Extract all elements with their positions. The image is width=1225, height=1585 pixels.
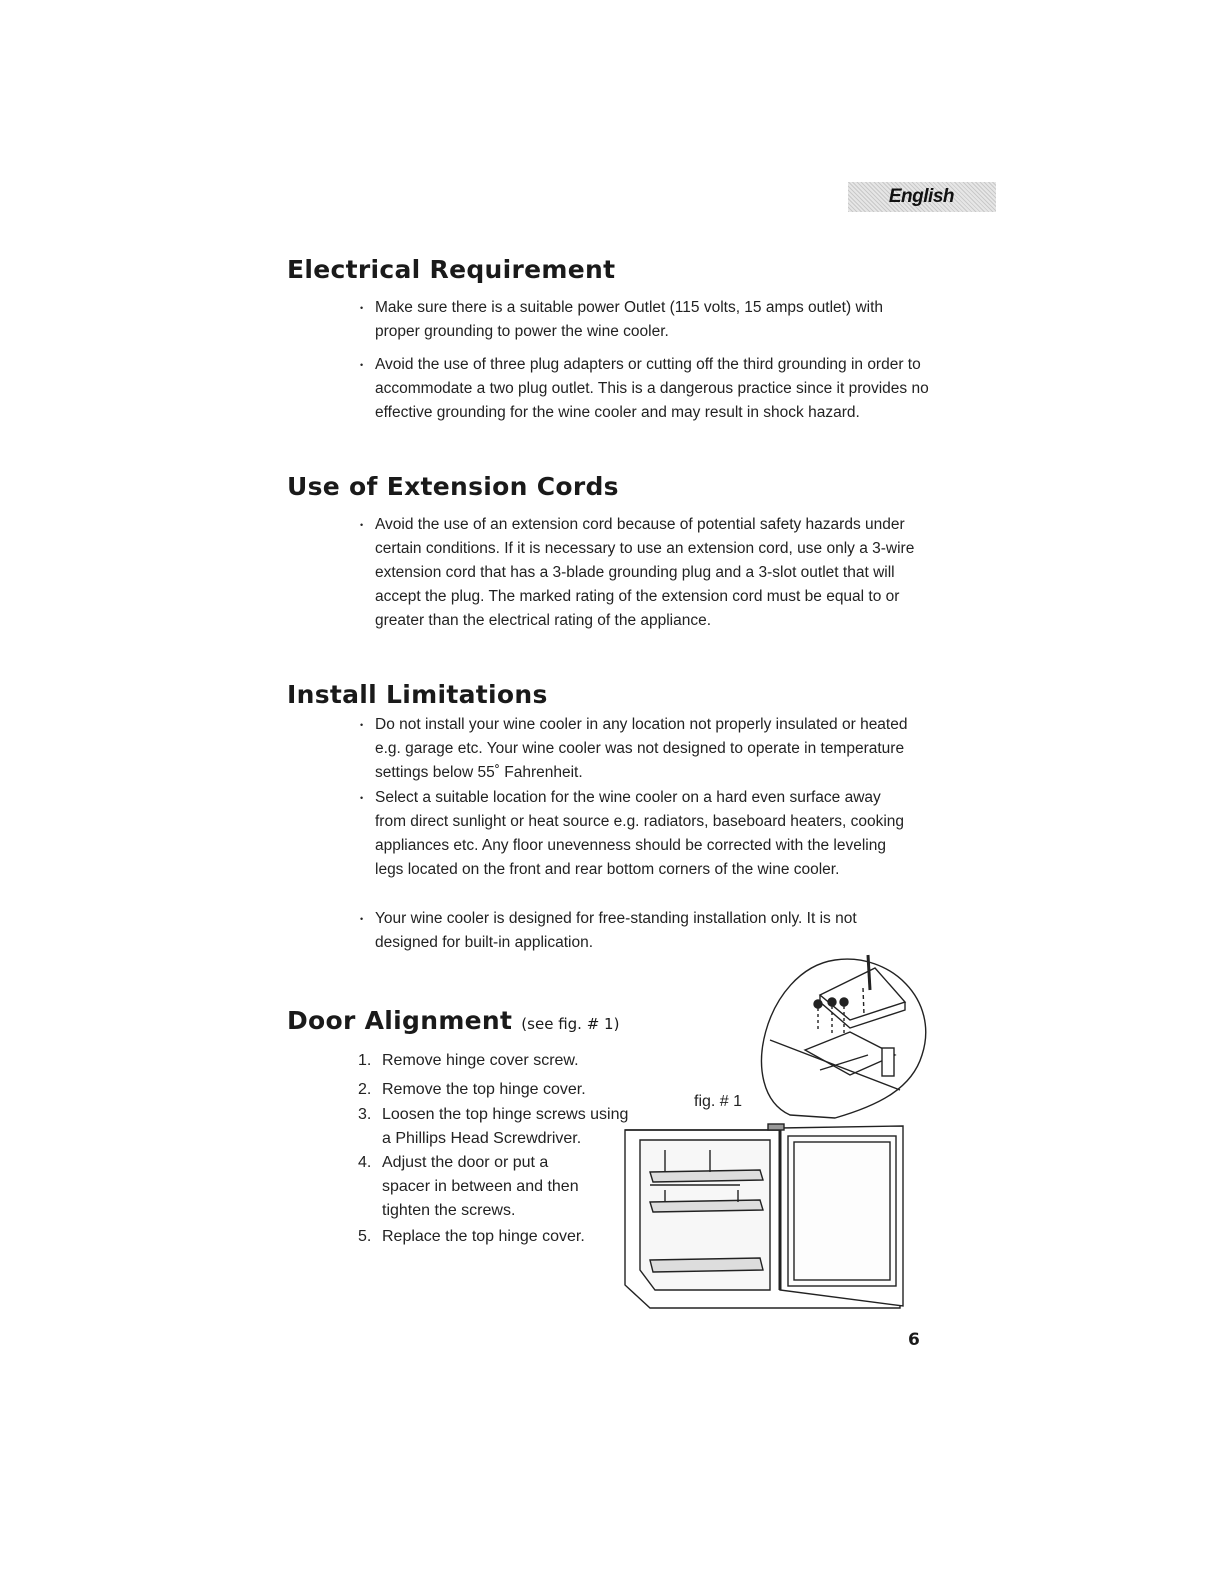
bullet-install-1: • Do not install your wine cooler in any location not properly insulated or heated e.g. garage etc. Your wine cooler was not designed to operate in temperature settings below 55˚ Fahrenheit. <box>375 713 930 785</box>
step-number: 5. <box>358 1228 372 1245</box>
step-3 <box>358 1103 658 1151</box>
door-alignment-title: Door Alignment <box>287 1006 513 1035</box>
bullet-install-3: • Your wine cooler is designed for free-standing installation only. It is not designed for built-in application. <box>375 907 920 955</box>
bullet-install-2: • Select a suitable location for the wine cooler on a hard even surface away from direct sunlight or heat source e.g. radiators, baseboard heaters, cooking appliances etc. Any floor unevenness should be corrected with the leveling legs located on the front and rear bottom corners of the wine cooler. <box>375 786 915 882</box>
bullet-electrical-2: • Avoid the use of three plug adapters or cutting off the third grounding in order to accommodate a two plug outlet. This is a dangerous practice since it provides no effective grounding for the wine cooler and may result in shock hazard. <box>375 353 931 425</box>
step-text: Replace the top hinge cover. <box>382 1228 585 1245</box>
step-text: Loosen the top hinge screws using <box>382 1106 629 1123</box>
step-2 <box>358 1078 586 1102</box>
step-number: 2. <box>358 1081 372 1098</box>
step-number: 3. <box>358 1106 372 1123</box>
step-number: 4. <box>358 1154 372 1171</box>
step-4 <box>358 1151 623 1223</box>
heading-door-alignment <box>287 1006 619 1035</box>
cabinet <box>625 1124 903 1308</box>
bullet-electrical-1: • Make sure there is a suitable power Outlet (115 volts, 15 amps outlet) with proper grounding to power the wine cooler. <box>375 296 920 344</box>
step-text: Remove hinge cover screw. <box>382 1052 579 1069</box>
step-number: 1. <box>358 1052 372 1069</box>
heading-install-limitations: Install Limitations <box>287 680 548 709</box>
door <box>780 1126 903 1306</box>
step-text: Remove the top hinge cover. <box>382 1081 586 1098</box>
step-text-cont: spacer in between and then tighten the screws. <box>382 1178 579 1219</box>
language-tab <box>848 182 996 212</box>
step-text-cont: a Phillips Head Screwdriver. <box>382 1130 582 1147</box>
bullet-extension-1: • Avoid the use of an extension cord because of potential safety hazards under certain conditions. If it is necessary to use an extension cord, use only a 3-wire extension cord that has a 3-blade grounding plug and a 3-slot outlet that will accept the plug. The marked rating of the extension cord must be equal to or greater than the electrical rating of the appliance. <box>375 513 927 633</box>
step-5 <box>358 1225 585 1249</box>
hinge-detail-callout <box>762 955 926 1118</box>
figure-label: fig. # 1 <box>694 1093 743 1110</box>
step-text: Adjust the door or put a <box>382 1154 549 1171</box>
step-1 <box>358 1049 579 1073</box>
heading-electrical: Electrical Requirement <box>287 255 616 284</box>
door-alignment-note: (see fig. # 1) <box>521 1015 620 1033</box>
heading-extension-cords: Use of Extension Cords <box>287 472 619 501</box>
wine-cooler-figure <box>620 940 940 1320</box>
language-label: English <box>888 186 954 207</box>
page-number: 6 <box>908 1330 920 1350</box>
